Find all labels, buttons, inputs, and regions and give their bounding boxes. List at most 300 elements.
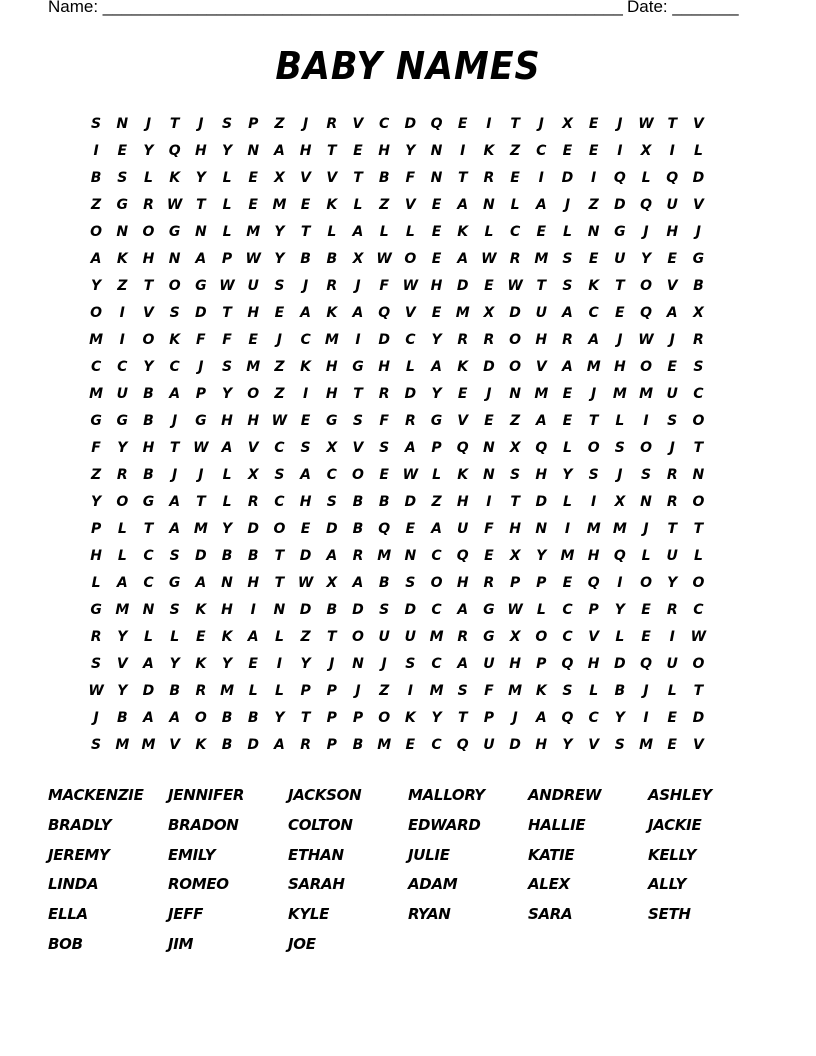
grid-letter[interactable]: S: [169, 548, 180, 564]
grid-letter[interactable]: A: [326, 548, 338, 564]
grid-letter[interactable]: L: [484, 224, 494, 240]
grid-letter[interactable]: M: [141, 737, 156, 753]
grid-letter[interactable]: M: [377, 737, 392, 753]
grid-letter[interactable]: X: [509, 440, 521, 456]
grid-letter[interactable]: D: [325, 521, 338, 537]
grid-letter[interactable]: E: [484, 278, 494, 294]
grid-letter[interactable]: J: [643, 224, 649, 240]
grid-letter[interactable]: D: [614, 656, 626, 672]
grid-letter[interactable]: O: [194, 710, 207, 726]
grid-letter[interactable]: H: [378, 359, 391, 375]
grid-letter[interactable]: T: [169, 116, 180, 132]
grid-letter[interactable]: S: [169, 305, 180, 321]
grid-letter[interactable]: M: [586, 521, 601, 537]
grid-letter[interactable]: I: [591, 494, 597, 510]
grid-letter[interactable]: W: [193, 440, 209, 456]
grid-letter[interactable]: B: [143, 467, 154, 483]
grid-letter[interactable]: L: [222, 494, 232, 510]
grid-letter[interactable]: J: [617, 116, 623, 132]
grid-letter[interactable]: O: [430, 575, 443, 591]
grid-letter[interactable]: Y: [431, 332, 442, 348]
grid-letter[interactable]: X: [562, 116, 573, 132]
grid-letter[interactable]: W: [402, 278, 419, 294]
grid-letter[interactable]: B: [300, 251, 311, 267]
grid-letter[interactable]: L: [327, 224, 337, 240]
grid-letter[interactable]: D: [535, 494, 548, 510]
grid-letter[interactable]: A: [300, 467, 312, 483]
grid-letter[interactable]: K: [535, 683, 547, 699]
grid-letter[interactable]: L: [615, 629, 625, 645]
grid-letter[interactable]: G: [195, 413, 207, 429]
grid-letter[interactable]: D: [456, 278, 469, 294]
grid-letter[interactable]: E: [196, 629, 206, 645]
grid-letter[interactable]: C: [405, 332, 416, 348]
grid-letter[interactable]: S: [117, 170, 128, 186]
grid-letter[interactable]: R: [143, 197, 154, 213]
grid-letter[interactable]: V: [404, 197, 416, 213]
grid-letter[interactable]: O: [273, 521, 286, 537]
grid-letter[interactable]: P: [90, 521, 102, 537]
grid-letter[interactable]: T: [196, 494, 206, 510]
grid-letter[interactable]: L: [117, 548, 127, 564]
grid-letter[interactable]: W: [690, 629, 707, 645]
grid-letter[interactable]: E: [431, 197, 442, 213]
grid-letter[interactable]: J: [276, 332, 283, 348]
grid-letter[interactable]: C: [431, 656, 442, 672]
grid-letter[interactable]: H: [535, 467, 548, 483]
grid-letter[interactable]: E: [588, 143, 599, 159]
grid-letter[interactable]: S: [562, 683, 573, 699]
grid-letter[interactable]: C: [274, 440, 285, 456]
grid-letter[interactable]: M: [220, 683, 234, 699]
grid-letter[interactable]: R: [457, 629, 469, 645]
grid-letter[interactable]: M: [246, 224, 261, 240]
grid-letter[interactable]: C: [588, 305, 599, 321]
grid-letter[interactable]: Q: [456, 737, 469, 753]
grid-letter[interactable]: O: [692, 575, 705, 591]
grid-letter[interactable]: B: [378, 170, 390, 186]
grid-letter[interactable]: Y: [195, 170, 206, 186]
grid-letter[interactable]: Z: [510, 143, 521, 159]
grid-letter[interactable]: S: [640, 467, 652, 483]
grid-letter[interactable]: T: [300, 224, 311, 240]
grid-letter[interactable]: T: [457, 170, 468, 186]
grid-letter[interactable]: R: [116, 467, 128, 483]
grid-letter[interactable]: G: [168, 224, 181, 240]
grid-letter[interactable]: Y: [143, 359, 154, 375]
grid-letter[interactable]: N: [692, 467, 705, 483]
grid-letter[interactable]: N: [587, 224, 600, 240]
grid-letter[interactable]: M: [377, 548, 392, 564]
grid-letter[interactable]: V: [404, 305, 416, 321]
grid-letter[interactable]: M: [560, 548, 575, 564]
grid-letter[interactable]: A: [457, 251, 469, 267]
grid-letter[interactable]: A: [535, 197, 547, 213]
grid-letter[interactable]: R: [457, 332, 469, 348]
grid-letter[interactable]: H: [90, 548, 102, 564]
grid-letter[interactable]: E: [274, 305, 285, 321]
grid-letter[interactable]: Q: [561, 710, 574, 726]
grid-letter[interactable]: F: [379, 413, 389, 429]
grid-letter[interactable]: D: [247, 737, 260, 753]
grid-letter[interactable]: R: [666, 494, 678, 510]
grid-letter[interactable]: J: [329, 656, 335, 672]
grid-letter[interactable]: U: [404, 629, 417, 645]
grid-letter[interactable]: N: [247, 143, 260, 159]
grid-letter[interactable]: Y: [169, 656, 180, 672]
grid-letter[interactable]: R: [300, 737, 311, 753]
grid-letter[interactable]: K: [457, 467, 469, 483]
grid-letter[interactable]: M: [193, 521, 208, 537]
grid-letter[interactable]: W: [245, 251, 261, 267]
grid-letter[interactable]: P: [326, 710, 337, 726]
grid-letter[interactable]: A: [273, 143, 285, 159]
grid-letter[interactable]: W: [271, 413, 288, 429]
grid-letter[interactable]: A: [195, 575, 207, 591]
grid-letter[interactable]: Y: [274, 251, 285, 267]
grid-letter[interactable]: W: [297, 575, 314, 591]
grid-letter[interactable]: N: [221, 575, 233, 591]
grid-letter[interactable]: T: [353, 386, 363, 402]
grid-letter[interactable]: Q: [640, 656, 652, 672]
grid-letter[interactable]: P: [431, 440, 442, 456]
grid-letter[interactable]: G: [483, 629, 495, 645]
grid-letter[interactable]: J: [93, 710, 99, 726]
grid-letter[interactable]: K: [195, 602, 207, 618]
grid-letter[interactable]: M: [508, 683, 523, 699]
grid-letter[interactable]: F: [379, 278, 389, 294]
grid-letter[interactable]: E: [248, 332, 258, 348]
grid-letter[interactable]: T: [143, 521, 154, 537]
grid-letter[interactable]: I: [407, 683, 413, 699]
grid-letter[interactable]: E: [248, 656, 258, 672]
grid-letter[interactable]: E: [536, 224, 547, 240]
grid-letter[interactable]: Y: [117, 629, 128, 645]
grid-letter[interactable]: H: [247, 413, 260, 429]
grid-letter[interactable]: B: [326, 602, 338, 618]
grid-letter[interactable]: S: [379, 440, 390, 456]
grid-letter[interactable]: B: [143, 386, 154, 402]
grid-letter[interactable]: S: [91, 737, 102, 753]
grid-letter[interactable]: J: [198, 467, 204, 483]
grid-letter[interactable]: A: [143, 656, 154, 672]
grid-letter[interactable]: D: [561, 170, 574, 186]
grid-letter[interactable]: U: [614, 251, 626, 267]
grid-letter[interactable]: Q: [587, 575, 600, 591]
grid-letter[interactable]: O: [692, 494, 705, 510]
grid-letter[interactable]: B: [221, 710, 233, 726]
grid-letter[interactable]: L: [222, 224, 232, 240]
grid-letter[interactable]: L: [510, 197, 520, 213]
grid-letter[interactable]: A: [169, 710, 181, 726]
grid-letter[interactable]: T: [300, 710, 311, 726]
grid-letter[interactable]: K: [326, 305, 338, 321]
grid-letter[interactable]: S: [300, 440, 311, 456]
grid-letter[interactable]: A: [143, 710, 154, 726]
grid-letter[interactable]: C: [562, 629, 573, 645]
grid-letter[interactable]: C: [117, 359, 128, 375]
grid-letter[interactable]: D: [404, 116, 417, 132]
grid-letter[interactable]: N: [483, 197, 495, 213]
grid-letter[interactable]: Z: [431, 494, 442, 510]
grid-letter[interactable]: E: [510, 170, 520, 186]
grid-letter[interactable]: Q: [456, 440, 469, 456]
grid-letter[interactable]: S: [405, 575, 416, 591]
grid-letter[interactable]: S: [91, 116, 102, 132]
grid-letter[interactable]: U: [535, 305, 547, 321]
grid-letter[interactable]: Y: [562, 737, 573, 753]
grid-letter[interactable]: B: [169, 683, 180, 699]
grid-letter[interactable]: C: [509, 224, 521, 240]
grid-letter[interactable]: I: [93, 143, 99, 159]
grid-letter[interactable]: T: [353, 170, 363, 186]
grid-letter[interactable]: T: [196, 197, 206, 213]
grid-letter[interactable]: H: [613, 359, 626, 375]
grid-letter[interactable]: W: [402, 467, 419, 483]
grid-letter[interactable]: I: [669, 143, 675, 159]
grid-letter[interactable]: V: [143, 305, 154, 321]
grid-letter[interactable]: M: [89, 332, 104, 348]
grid-letter[interactable]: I: [643, 710, 649, 726]
grid-letter[interactable]: O: [378, 710, 391, 726]
grid-letter[interactable]: S: [510, 467, 521, 483]
grid-letter[interactable]: E: [588, 116, 599, 132]
grid-letter[interactable]: V: [116, 656, 128, 672]
grid-letter[interactable]: L: [641, 170, 651, 186]
grid-letter[interactable]: L: [91, 575, 101, 591]
grid-letter[interactable]: T: [274, 548, 285, 564]
grid-letter[interactable]: S: [379, 602, 390, 618]
grid-letter[interactable]: D: [404, 602, 417, 618]
grid-letter[interactable]: N: [194, 224, 207, 240]
grid-letter[interactable]: H: [535, 332, 548, 348]
grid-letter[interactable]: J: [512, 710, 518, 726]
grid-letter[interactable]: U: [247, 278, 259, 294]
grid-letter[interactable]: A: [169, 386, 181, 402]
grid-letter[interactable]: X: [509, 629, 521, 645]
grid-letter[interactable]: I: [486, 494, 492, 510]
grid-letter[interactable]: A: [300, 305, 312, 321]
grid-letter[interactable]: W: [219, 278, 235, 294]
grid-letter[interactable]: M: [534, 251, 549, 267]
grid-letter[interactable]: Z: [274, 359, 285, 375]
grid-letter[interactable]: M: [89, 386, 104, 402]
grid-letter[interactable]: R: [404, 413, 416, 429]
grid-letter[interactable]: O: [116, 494, 129, 510]
grid-letter[interactable]: W: [166, 197, 183, 213]
grid-letter[interactable]: J: [302, 278, 309, 294]
grid-letter[interactable]: Y: [117, 683, 128, 699]
grid-letter[interactable]: M: [639, 386, 653, 402]
grid-letter[interactable]: N: [142, 602, 155, 618]
grid-letter[interactable]: H: [509, 656, 521, 672]
grid-letter[interactable]: Q: [430, 116, 443, 132]
grid-letter[interactable]: U: [666, 656, 678, 672]
grid-letter[interactable]: H: [221, 413, 233, 429]
grid-letter[interactable]: E: [405, 737, 416, 753]
grid-letter[interactable]: V: [300, 170, 312, 186]
grid-letter[interactable]: D: [247, 521, 260, 537]
grid-letter[interactable]: E: [300, 521, 311, 537]
grid-letter[interactable]: C: [562, 602, 573, 618]
grid-letter[interactable]: L: [536, 602, 546, 618]
grid-letter[interactable]: T: [143, 278, 154, 294]
grid-letter[interactable]: Y: [562, 467, 573, 483]
grid-letter[interactable]: S: [221, 359, 233, 375]
grid-letter[interactable]: C: [90, 359, 102, 375]
grid-letter[interactable]: M: [612, 386, 627, 402]
grid-letter[interactable]: B: [221, 548, 233, 564]
grid-letter[interactable]: B: [693, 278, 704, 294]
grid-letter[interactable]: T: [457, 710, 468, 726]
grid-letter[interactable]: A: [221, 440, 233, 456]
grid-letter[interactable]: E: [667, 710, 677, 726]
grid-letter[interactable]: C: [300, 332, 311, 348]
grid-letter[interactable]: J: [486, 386, 492, 402]
grid-letter[interactable]: L: [615, 413, 625, 429]
grid-letter[interactable]: A: [169, 521, 181, 537]
grid-letter[interactable]: A: [562, 359, 573, 375]
grid-letter[interactable]: E: [431, 251, 442, 267]
grid-letter[interactable]: X: [247, 467, 259, 483]
grid-letter[interactable]: C: [536, 143, 547, 159]
grid-letter[interactable]: D: [404, 494, 417, 510]
grid-letter[interactable]: B: [352, 494, 364, 510]
grid-letter[interactable]: Y: [143, 143, 154, 159]
grid-letter[interactable]: X: [326, 440, 338, 456]
grid-letter[interactable]: K: [169, 332, 181, 348]
grid-letter[interactable]: A: [247, 629, 259, 645]
grid-letter[interactable]: X: [614, 494, 626, 510]
grid-letter[interactable]: Y: [221, 143, 233, 159]
grid-letter[interactable]: U: [483, 656, 495, 672]
grid-letter[interactable]: L: [379, 224, 389, 240]
grid-letter[interactable]: J: [643, 521, 649, 537]
grid-letter[interactable]: M: [639, 737, 653, 753]
grid-letter[interactable]: S: [405, 656, 416, 672]
grid-letter[interactable]: A: [535, 710, 547, 726]
grid-letter[interactable]: S: [274, 278, 285, 294]
grid-letter[interactable]: U: [378, 629, 390, 645]
grid-letter[interactable]: A: [169, 494, 181, 510]
grid-letter[interactable]: R: [326, 116, 338, 132]
grid-letter[interactable]: K: [195, 737, 207, 753]
grid-letter[interactable]: M: [429, 683, 444, 699]
grid-letter[interactable]: F: [196, 332, 206, 348]
grid-letter[interactable]: R: [378, 386, 390, 402]
grid-letter[interactable]: V: [326, 170, 338, 186]
grid-letter[interactable]: E: [405, 521, 416, 537]
grid-letter[interactable]: L: [144, 170, 153, 186]
grid-letter[interactable]: X: [274, 170, 285, 186]
grid-letter[interactable]: K: [457, 224, 469, 240]
grid-letter[interactable]: F: [91, 440, 101, 456]
grid-letter[interactable]: A: [352, 224, 364, 240]
grid-letter[interactable]: E: [431, 224, 442, 240]
grid-letter[interactable]: Y: [300, 656, 311, 672]
grid-letter[interactable]: E: [457, 386, 468, 402]
grid-letter[interactable]: Y: [221, 386, 233, 402]
grid-letter[interactable]: J: [302, 116, 309, 132]
grid-letter[interactable]: R: [483, 575, 495, 591]
grid-letter[interactable]: A: [431, 521, 442, 537]
grid-letter[interactable]: O: [90, 224, 103, 240]
grid-letter[interactable]: B: [143, 413, 154, 429]
grid-letter[interactable]: M: [324, 332, 339, 348]
grid-letter[interactable]: C: [693, 386, 704, 402]
grid-letter[interactable]: T: [667, 116, 677, 132]
grid-letter[interactable]: T: [327, 629, 337, 645]
grid-letter[interactable]: J: [669, 440, 675, 456]
grid-letter[interactable]: A: [352, 575, 364, 591]
grid-letter[interactable]: D: [378, 332, 390, 348]
grid-letter[interactable]: T: [693, 521, 704, 537]
grid-letter[interactable]: N: [640, 494, 652, 510]
grid-letter[interactable]: X: [352, 251, 364, 267]
grid-letter[interactable]: D: [614, 197, 626, 213]
grid-letter[interactable]: N: [430, 143, 443, 159]
grid-letter[interactable]: I: [276, 656, 283, 672]
grid-letter[interactable]: Y: [274, 710, 285, 726]
grid-letter[interactable]: Q: [613, 170, 626, 186]
grid-letter[interactable]: G: [692, 251, 705, 267]
grid-letter[interactable]: H: [221, 602, 233, 618]
grid-letter[interactable]: O: [640, 440, 652, 456]
grid-letter[interactable]: L: [405, 224, 415, 240]
grid-letter[interactable]: E: [562, 386, 573, 402]
grid-letter[interactable]: C: [431, 548, 442, 564]
grid-letter[interactable]: P: [483, 710, 495, 726]
grid-letter[interactable]: K: [457, 359, 469, 375]
grid-letter[interactable]: P: [221, 251, 233, 267]
grid-letter[interactable]: B: [352, 737, 364, 753]
grid-letter[interactable]: Y: [431, 710, 442, 726]
grid-letter[interactable]: T: [510, 116, 520, 132]
grid-letter[interactable]: P: [536, 656, 547, 672]
grid-letter[interactable]: J: [669, 332, 675, 348]
grid-letter[interactable]: O: [640, 359, 652, 375]
grid-letter[interactable]: X: [640, 143, 652, 159]
grid-letter[interactable]: D: [509, 305, 521, 321]
grid-letter[interactable]: W: [507, 278, 523, 294]
grid-letter[interactable]: V: [247, 440, 259, 456]
grid-letter[interactable]: T: [510, 494, 520, 510]
grid-letter[interactable]: T: [693, 440, 704, 456]
grid-letter[interactable]: Y: [536, 548, 547, 564]
grid-letter[interactable]: W: [507, 602, 523, 618]
grid-letter[interactable]: P: [536, 575, 547, 591]
grid-letter[interactable]: J: [172, 467, 178, 483]
grid-letter[interactable]: L: [222, 170, 232, 186]
grid-letter[interactable]: L: [432, 467, 441, 483]
grid-letter[interactable]: N: [273, 602, 286, 618]
grid-letter[interactable]: Q: [378, 521, 391, 537]
grid-letter[interactable]: E: [379, 467, 389, 483]
grid-letter[interactable]: D: [299, 548, 312, 564]
grid-letter[interactable]: Q: [613, 548, 626, 564]
grid-letter[interactable]: R: [247, 494, 259, 510]
grid-letter[interactable]: S: [274, 467, 285, 483]
grid-letter[interactable]: X: [509, 548, 521, 564]
grid-letter[interactable]: A: [457, 656, 469, 672]
grid-letter[interactable]: N: [535, 521, 548, 537]
grid-letter[interactable]: A: [457, 197, 469, 213]
grid-letter[interactable]: J: [145, 116, 152, 132]
grid-letter[interactable]: O: [352, 629, 364, 645]
grid-letter[interactable]: K: [195, 656, 207, 672]
grid-letter[interactable]: H: [142, 251, 155, 267]
grid-letter[interactable]: Y: [91, 278, 102, 294]
